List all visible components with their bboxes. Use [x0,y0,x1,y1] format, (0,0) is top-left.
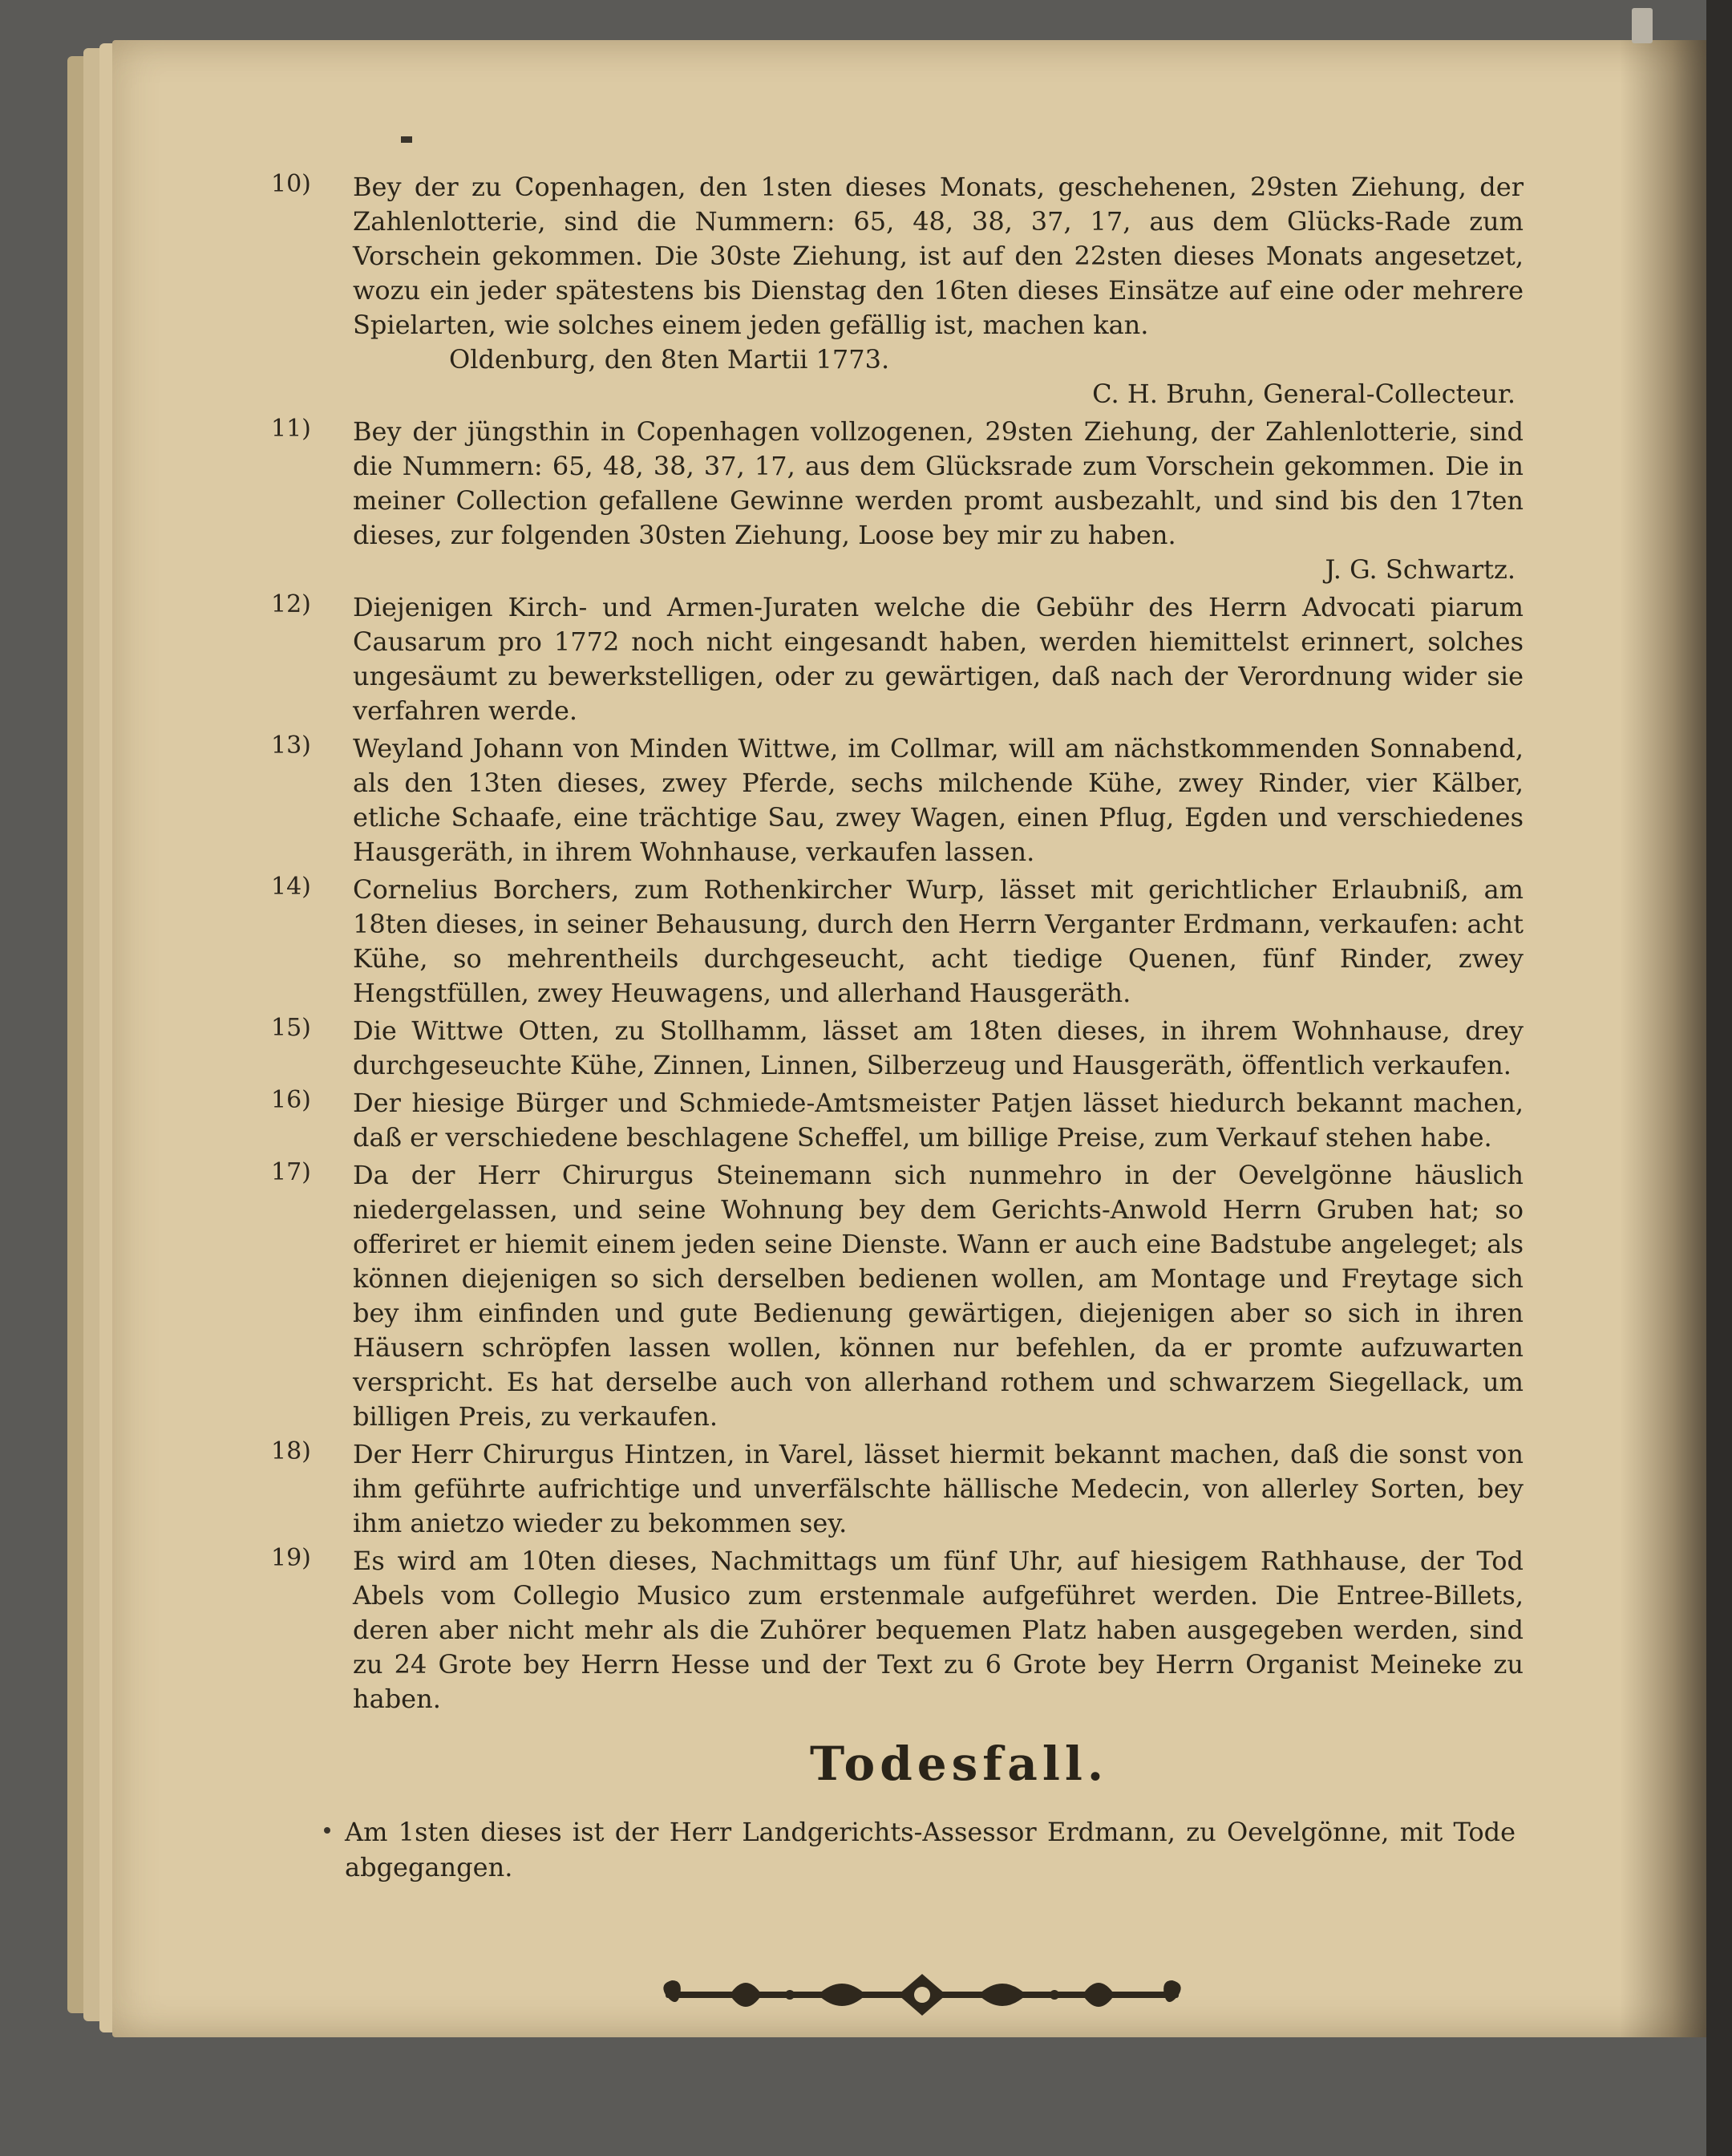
notice-item [271,1014,1524,1083]
notice-text: Cornelius Borchers, zum Rothenkircher Wurp, lässet mit gerichtlicher Erlaubniß, am 18ten dieses, in seiner Behausung, durch den Herrn Verganter Erdmann, verkaufen: acht Kühe, so mehrentheils durchgeseucht, acht tiedige Quenen, fünf Rinder, zwey Hengstfüllen, zwey Heuwagens, und allerhand Hausgeräth. [353,874,1524,1008]
notice-number: 11) [271,415,311,443]
notice-text: Der hiesige Bürger und Schmiede-Amtsmeister Patjen lässet hiedurch bekannt machen, daß er verschiedene beschlagene Scheffel, um billige Preise, zum Verkauf stehen habe. [353,1088,1524,1153]
notice-number: 17) [271,1158,311,1186]
next-page-edge [1706,0,1732,2156]
notice-text: Die Wittwe Otten, zu Stollhamm, lässet am 18ten dieses, in ihrem Wohnhause, drey durchgeseuchte Kühe, Zinnen, Linnen, Silberzeug und Hausgeräth, öffentlich verkaufen. [353,1015,1524,1080]
print-mark [401,136,412,143]
notice-number: 12) [271,590,311,618]
notice-text: Bey der jüngsthin in Copenhagen vollzogenen, 29sten Ziehung, der Zahlenlotterie, sind die Nummern: 65, 48, 38, 37, 17, aus dem Glücksrade zum Vorschein gekommen. Die in meiner Collection gefallene Gewinne werden promt ausbezahlt, und sind bis den 17ten dieses, zur folgenden 30sten Ziehung, Loose bey mir zu haben. [353,416,1524,550]
notice-signature: C. H. Bruhn, General-Collecteur. [1092,379,1516,409]
notice-number: 13) [271,732,311,760]
notice-item [271,415,1524,587]
notice-item [271,1437,1524,1541]
notice-signature: J. G. Schwartz. [1325,554,1516,585]
notice-number: 15) [271,1014,311,1042]
print-mark [324,1827,330,1834]
ornament-divider-icon [658,1967,1187,2023]
notice-number: 16) [271,1086,311,1114]
notice-item [271,732,1524,869]
death-notice-text: Am 1sten dieses ist der Herr Landgerichts-Assessor Erdmann, zu Oevelgönne, mit Tode abgegangen. [345,1817,1516,1882]
notice-text: Da der Herr Chirurgus Steinemann sich nunmehro in der Oevelgönne häuslich niedergelassen, und seine Wohnung bey dem Gerichts-Anwold Herrn Gruben hat; so offeriret er hiemit einem jeden seine Dienste. Wann er auch eine Badstube angeleget; als können diejenigen so sich derselben bedienen wollen, am Montage und Freytage sich bey ihm einfinden und gute Bedienung gewärtigen, diejenigen aber so sich in ihren Häusern schröpfen lassen wollen, können nur befehlen, da er promte aufzuwarten verspricht. Es hat derselbe auch von allerhand rothem und schwarzem Siegellack, um billigen Preis, zu verkaufen. [353,1160,1524,1432]
notice-number: 14) [271,873,311,901]
binding-clip [1632,8,1653,43]
notice-number: 19) [271,1544,311,1572]
notice-item [271,1086,1524,1155]
notices-column [271,170,1524,1720]
notice-item [271,170,1524,411]
notice-number: 10) [271,170,311,198]
notice-item [271,873,1524,1011]
book-gutter [1620,40,1708,2037]
notice-item [271,1544,1524,1716]
notice-text: Diejenigen Kirch- und Armen-Juraten welche die Gebühr des Herrn Advocati piarum Causarum pro 1772 noch nicht eingesandt haben, werden hiemittelst erinnert, solches ungesäumt zu bewerkstelligen, oder zu gewärtigen, daß nach der Verordnung wider sie verfahren werde. [353,592,1524,726]
notice-place-date: Oldenburg, den 8ten Martii 1773. [449,344,890,375]
notice-number: 18) [271,1437,311,1465]
notice-item [271,590,1524,728]
notice-item [271,1158,1524,1434]
notice-text: Bey der zu Copenhagen, den 1sten dieses Monats, geschehenen, 29sten Ziehung, der Zahlenlotterie, sind die Nummern: 65, 48, 38, 37, 17, aus dem Glücks-Rade zum Vorschein gekommen. Die 30ste Ziehung, ist auf den 22sten dieses Monats angesetzet, wozu ein jeder spätestens bis Dienstag den 16ten dieses Einsätze auf eine oder mehrere Spielarten, wie solches einem jeden gefällig ist, machen kan. [353,172,1524,340]
section-heading: Todesfall. [810,1737,1109,1791]
notice-text: Weyland Johann von Minden Wittwe, im Collmar, will am nächstkommenden Sonnabend, als den 13ten dieses, zwey Pferde, sechs milchende Kühe, zwey Rinder, vier Kälber, etliche Schaafe, eine trächtige Sau, zwey Wagen, einen Pflug, Egden und verschiedenes Hausgeräth, in ihrem Wohnhause, verkaufen lassen. [353,733,1524,867]
notice-text: Der Herr Chirurgus Hintzen, in Varel, lässet hiermit bekannt machen, daß die sonst von ihm geführte aufrichtige und unverfälschte hällische Medecin, von allerley Sorten, bey ihm anietzo wieder zu bekommen sey. [353,1439,1524,1538]
notice-text: Es wird am 10ten dieses, Nachmittags um fünf Uhr, auf hiesigem Rathhause, der Tod Abels vom Collegio Musico zum erstenmale aufgeführet werden. Die Entree-Billets, deren aber nicht mehr als die Zuhörer bequemen Platz haben ausgegeben werden, sind zu 24 Grote bey Herrn Hesse und der Text zu 6 Grote bey Herrn Organist Meineke zu haben. [353,1546,1524,1714]
